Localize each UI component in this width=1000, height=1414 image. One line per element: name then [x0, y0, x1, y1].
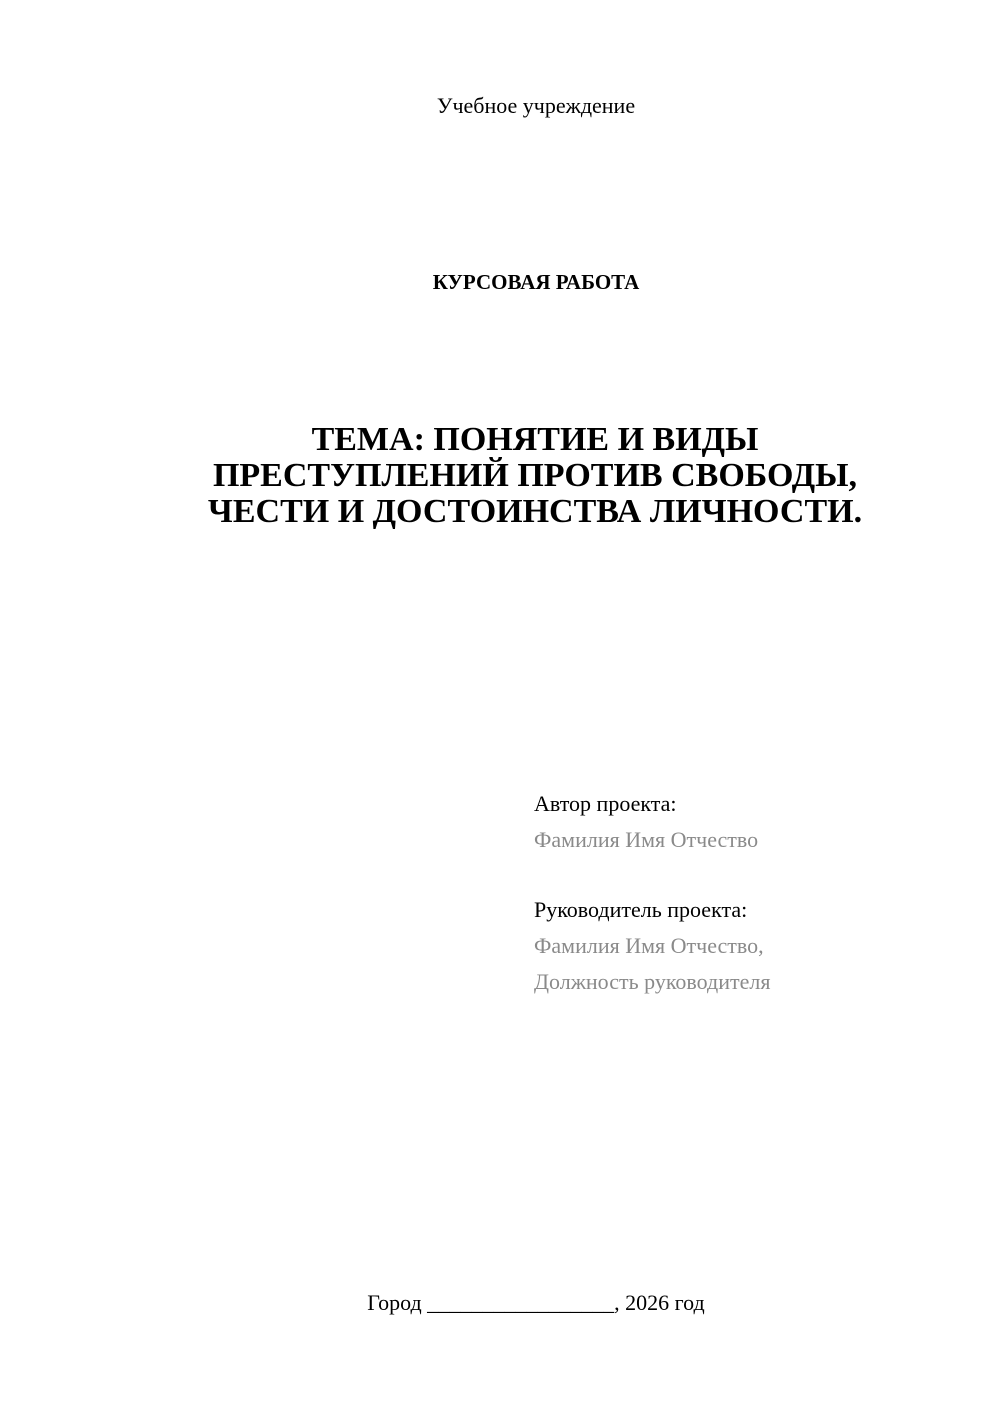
topic-line: ЧЕСТИ И ДОСТОИНСТВА ЛИЧНОСТИ. — [207, 493, 863, 530]
institution-name: Учебное учреждение — [436, 93, 636, 118]
topic-line: ПРЕСТУПЛЕНИЙ ПРОТИВ СВОБОДЫ, — [212, 457, 858, 494]
work-type-heading: КУРСОВАЯ РАБОТА — [432, 270, 640, 294]
city-year-line: Город _________________, 2026 год — [367, 1290, 705, 1315]
supervisor-name-placeholder: Фамилия Имя Отчество, — [534, 933, 764, 958]
author-name-placeholder: Фамилия Имя Отчество — [534, 827, 759, 852]
topic-line: ТЕМА: ПОНЯТИЕ И ВИДЫ — [311, 421, 759, 458]
supervisor-block — [534, 892, 770, 1000]
author-block — [534, 786, 758, 858]
supervisor-label: Руководитель проекта: — [534, 897, 748, 922]
supervisor-position-placeholder: Должность руководителя — [534, 969, 771, 994]
topic-title — [140, 422, 930, 530]
author-label: Автор проекта: — [534, 791, 677, 816]
